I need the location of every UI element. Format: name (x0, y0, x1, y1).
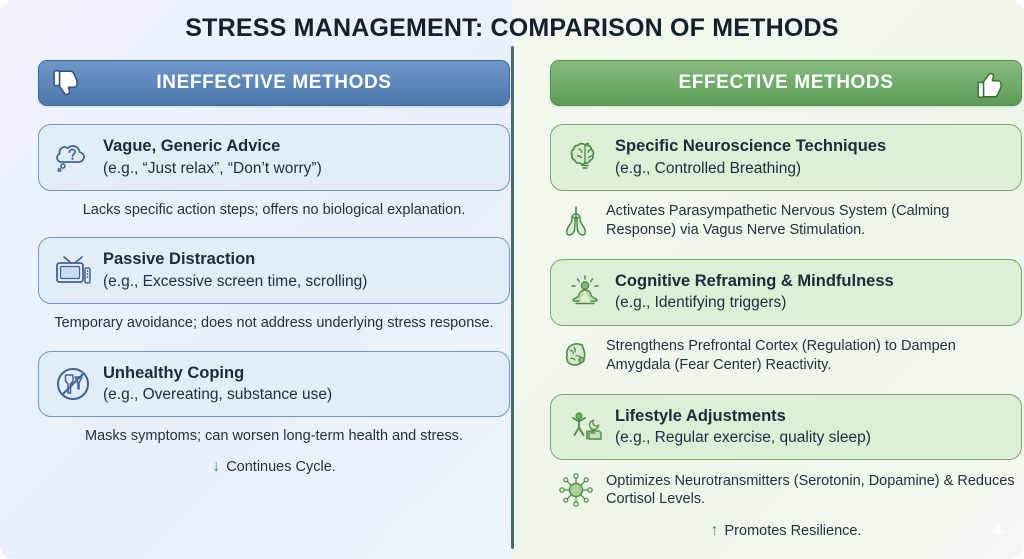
center-divider (511, 46, 514, 549)
no-alcohol-icon (53, 364, 93, 404)
thought-cloud-question-icon (53, 137, 93, 177)
arrow-up-icon: ↑ (710, 522, 719, 540)
note-unhealthy-coping (38, 427, 510, 446)
ineffective-methods-column (38, 60, 510, 476)
card-subtitle: (e.g., Overeating, substance use) (103, 386, 333, 404)
brain-profile-icon (556, 336, 596, 376)
note-specific-neuroscience-techniques (550, 201, 1022, 241)
card-title: Passive Distraction (103, 250, 256, 269)
card-cognitive-reframing-mindfulness[interactable] (550, 259, 1022, 326)
page-title: STRESS MANAGEMENT: COMPARISON OF METHODS (185, 14, 839, 42)
effective-methods-header (550, 60, 1022, 106)
note-text: Optimizes Neurotransmitters (Serotonin, Dopamine) & Reduces Cortisol Levels. (606, 472, 1015, 508)
thumbs-up-icon (975, 67, 1009, 101)
left-footer-label: Continues Cycle. (226, 458, 336, 475)
lungs-icon (556, 201, 596, 241)
card-subtitle: (e.g., “Just relax”, “Don’t worry”) (103, 159, 322, 177)
thumbs-down-icon (51, 67, 85, 101)
exercise-sleep-icon (565, 407, 605, 447)
card-passive-distraction[interactable] (38, 237, 510, 304)
molecule-icon (556, 470, 596, 510)
right-footer-note (550, 522, 1022, 540)
card-lifestyle-adjustments[interactable] (550, 394, 1022, 461)
card-title: Cognitive Reframing & Mindfulness (615, 271, 894, 290)
effective-methods-column (550, 60, 1022, 540)
card-subtitle: (e.g., Identifying triggers) (615, 294, 787, 312)
card-unhealthy-coping[interactable] (38, 351, 510, 418)
left-footer-note (38, 458, 510, 476)
sparkle-decoration-icon: ✦ (989, 519, 1008, 544)
note-vague-generic-advice (38, 201, 510, 220)
note-passive-distraction (38, 314, 510, 333)
note-text: Lacks specific action steps; offers no biological explanation. (82, 201, 466, 218)
card-specific-neuroscience-techniques[interactable] (550, 124, 1022, 191)
note-text: Activates Parasympathetic Nervous System (Calming Response) via Vagus Nerve Stimulation. (606, 203, 950, 238)
right-footer-label: Promotes Resilience. (724, 523, 862, 540)
card-title: Unhealthy Coping (103, 363, 245, 382)
card-title: Lifestyle Adjustments (615, 406, 786, 425)
brain-icon (565, 137, 605, 177)
card-title: Vague, Generic Advice (103, 137, 281, 155)
card-vague-generic-advice[interactable] (38, 124, 510, 191)
card-title: Specific Neuroscience Techniques (615, 137, 887, 155)
effective-methods-header-label: EFFECTIVE METHODS (678, 72, 894, 93)
meditation-icon (565, 272, 605, 312)
ineffective-methods-header-label: INEFFECTIVE METHODS (156, 72, 392, 93)
card-subtitle: (e.g., Controlled Breathing) (615, 159, 802, 177)
note-text: Temporary avoidance; does not address underlying stress response. (54, 315, 494, 332)
card-subtitle: (e.g., Excessive screen time, scrolling) (103, 272, 368, 290)
note-text: Strengthens Prefrontal Cortex (Regulation) to Dampen Amygdala (Fear Center) Reactivity. (606, 337, 956, 373)
ineffective-methods-header (38, 60, 510, 106)
arrow-down-icon: ↓ (212, 457, 221, 475)
note-lifestyle-adjustments (550, 470, 1022, 510)
television-icon (53, 251, 93, 291)
note-text: Masks symptoms; can worsen long-term health and stress. (85, 428, 463, 445)
card-subtitle: (e.g., Regular exercise, quality sleep) (615, 429, 871, 447)
note-cognitive-reframing-mindfulness (550, 336, 1022, 376)
